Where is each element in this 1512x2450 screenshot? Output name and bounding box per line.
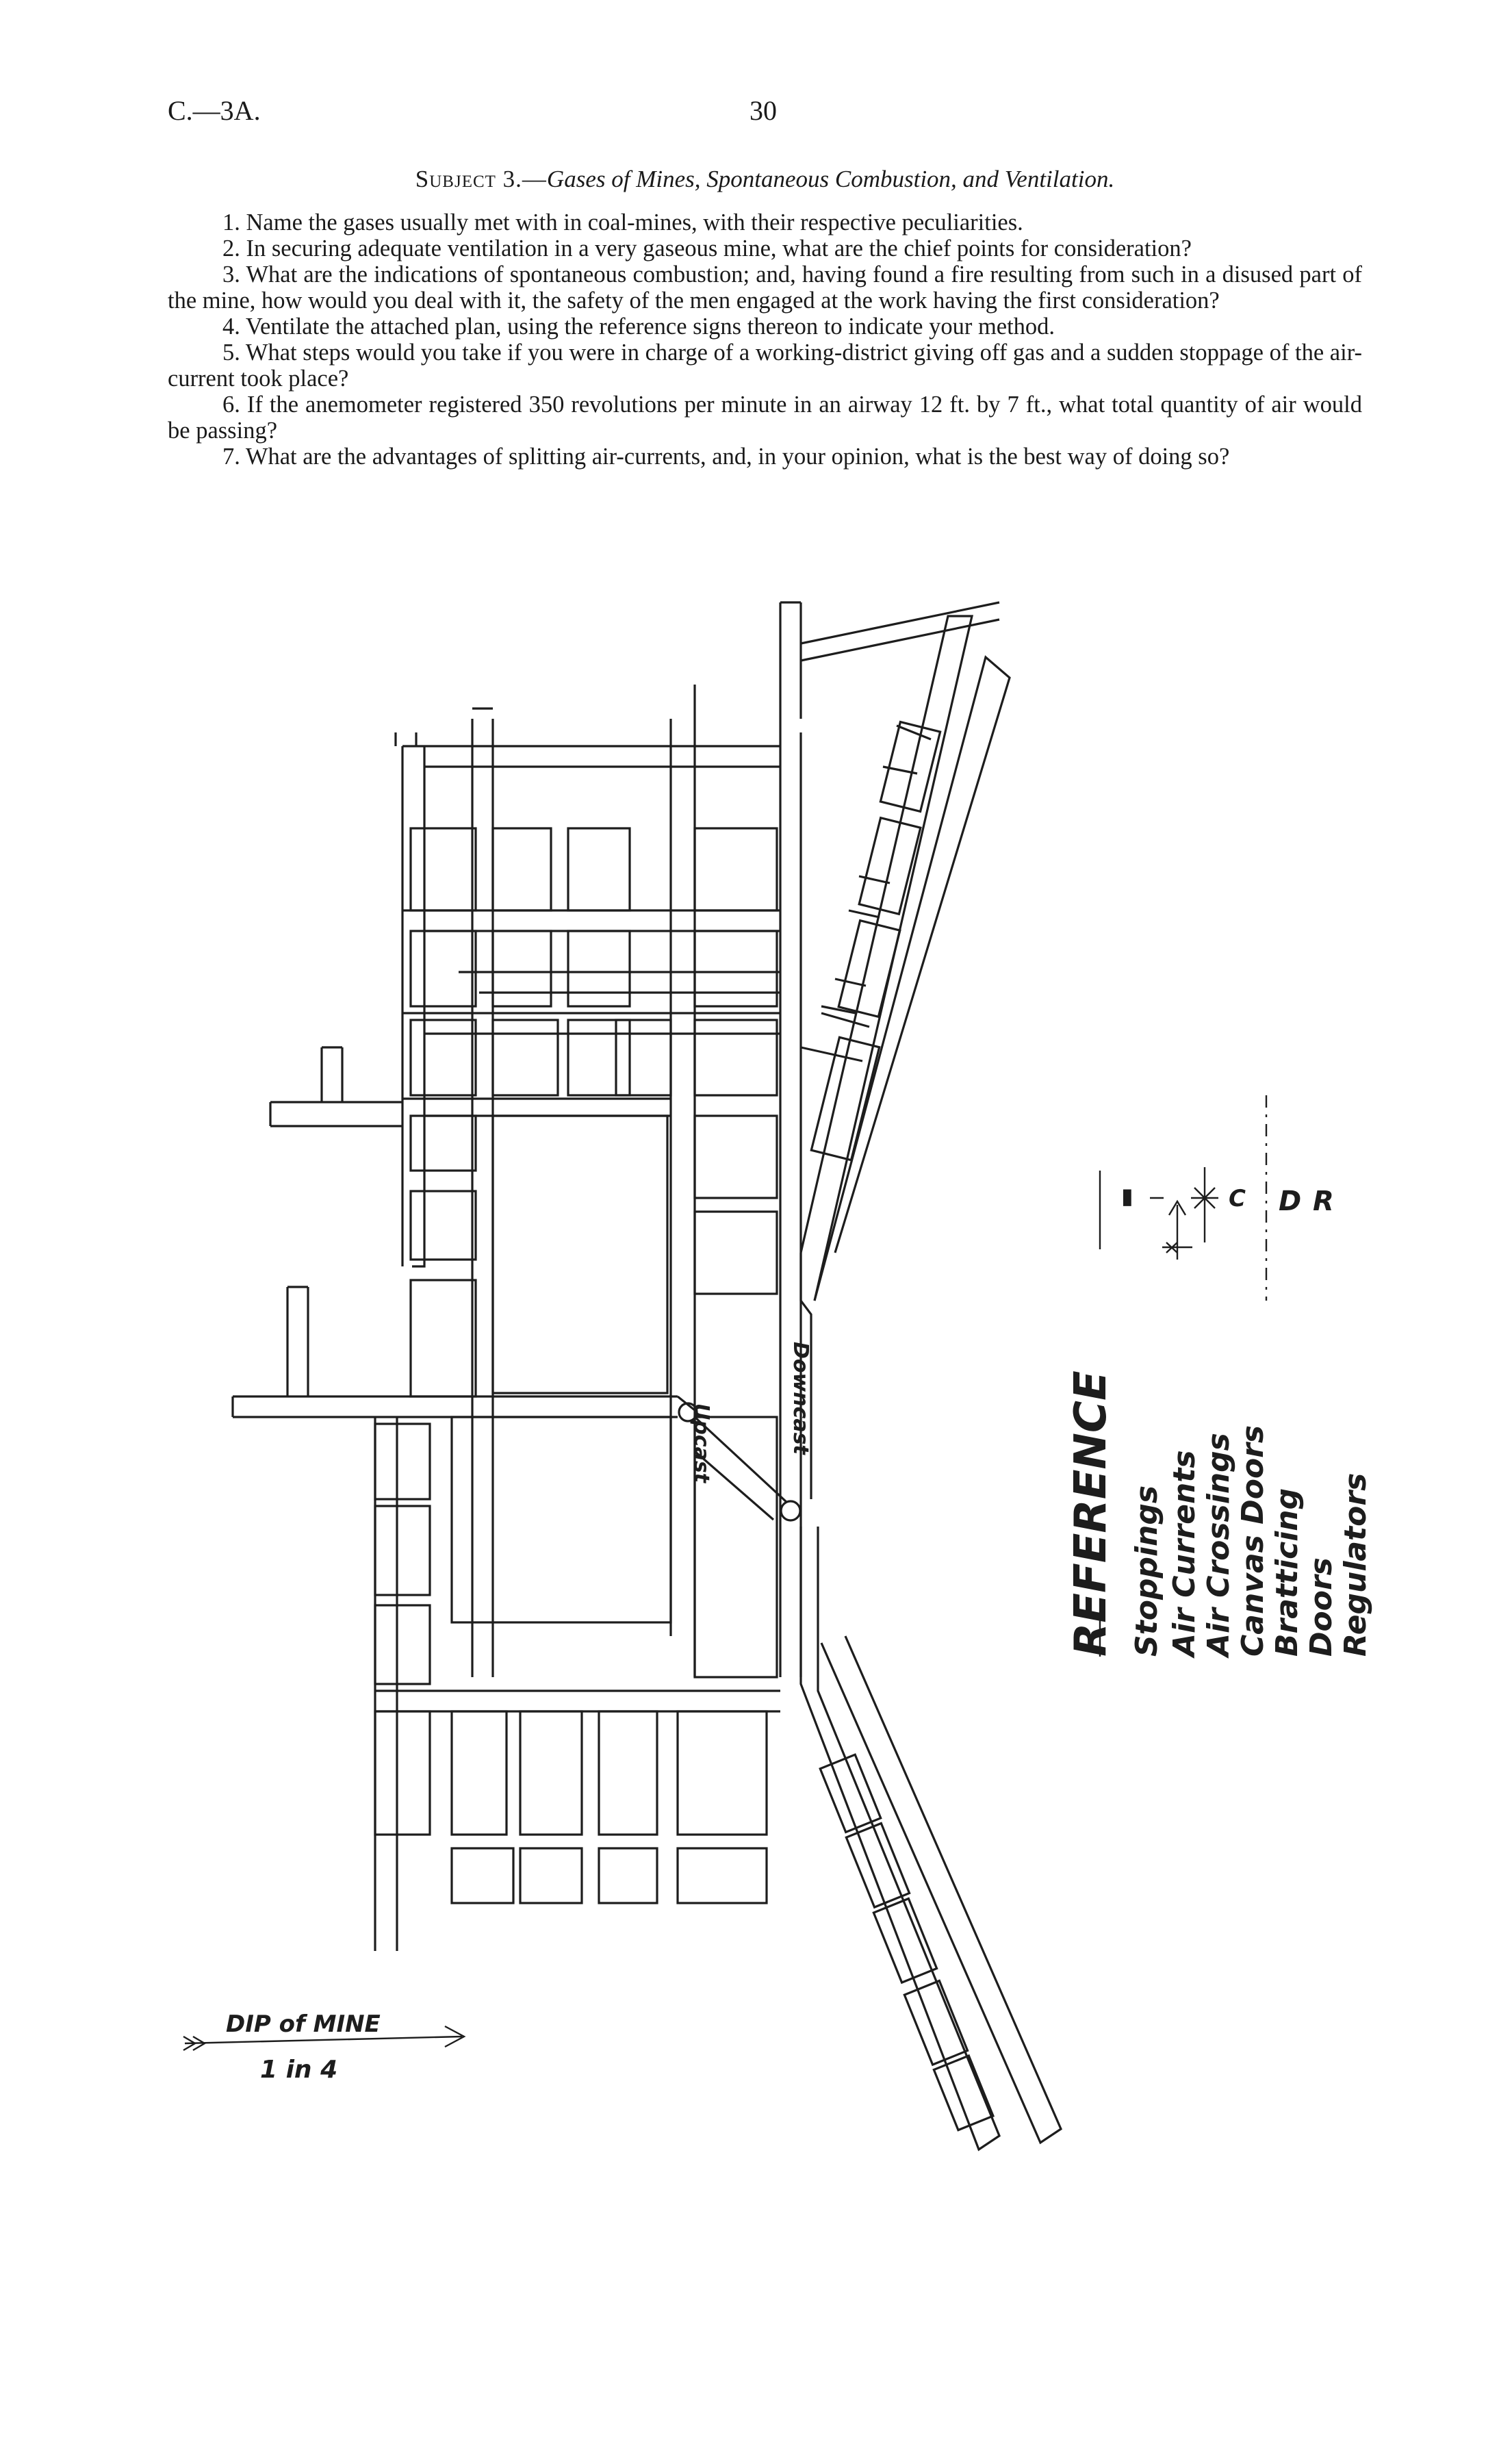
downcast-label: Downcast xyxy=(789,1342,812,1455)
canvas-door-symbol: C xyxy=(1229,1185,1246,1212)
regulator-symbol: R xyxy=(1313,1186,1334,1217)
question-number: 5. xyxy=(222,340,240,366)
question-number: 6. xyxy=(222,392,240,418)
upper-slant-road xyxy=(801,616,1010,1301)
legend-item-bratticing: Bratticing xyxy=(1270,1488,1305,1657)
question-text: What steps would you take if you were in charge of a working-district giving off gas and a sudden stoppage of the air-current took place? xyxy=(168,340,1362,392)
legend-item-regulators: Regulators xyxy=(1338,1472,1373,1657)
question-text: What are the advantages of splitting air-currents, and, in your opinion, what is the best way of doing so? xyxy=(245,444,1230,470)
workings-outline xyxy=(233,602,999,1951)
dip-indicator xyxy=(183,2011,464,2084)
reference-legend xyxy=(1066,1095,1373,1659)
upcast-label-group xyxy=(689,1403,713,1484)
air-current-arrow-symbol xyxy=(1169,1201,1186,1260)
dip-ratio: 1 in 4 xyxy=(260,2056,338,2084)
downcast-shaft xyxy=(781,1501,800,1520)
question-number: 1. xyxy=(222,209,240,235)
legend-item-stoppings: Stoppings xyxy=(1129,1485,1164,1657)
legend-item-air-currents: Air Currents xyxy=(1167,1450,1202,1657)
question-text: What are the indications of spontaneous combustion; and, having found a fire resulting from such in a disused part of the mine, how would you deal with it, the safety of the men engaged at the work having the first consideration? xyxy=(168,261,1362,314)
door-symbol: D xyxy=(1279,1186,1302,1217)
question-text: If the anemometer registered 350 revolutions per minute in an airway 12 ft. by 7 ft., what total quantity of air would be passing? xyxy=(168,392,1362,444)
question-number: 7. xyxy=(222,444,240,470)
pillars xyxy=(375,828,777,1903)
question-number: 4. xyxy=(222,314,240,340)
subject-topic: Gases of Mines, Spontaneous Combustion, and Ventilation. xyxy=(546,166,1115,192)
legend-item-air-crossings: Air Crossings xyxy=(1201,1433,1236,1657)
stopping-symbol: ▮ xyxy=(1121,1183,1133,1209)
question-text: Ventilate the attached plan, using the reference signs thereon to indicate your method. xyxy=(245,314,1055,340)
question-text: In securing adequate ventilation in a very gaseous mine, what are the chief points for consideration? xyxy=(246,235,1192,261)
legend-item-doors: Doors xyxy=(1304,1557,1339,1657)
reference-title: REFERENCE xyxy=(1066,1370,1116,1657)
question-text: Name the gases usually met with in coal-mines, with their respective peculiarities. xyxy=(246,209,1023,235)
dip-label: DIP of MINE xyxy=(226,2011,381,2038)
question-number: 3. xyxy=(222,261,240,288)
lower-slant-road xyxy=(801,1527,1061,2149)
legend-item-canvas-doors: Canvas Doors xyxy=(1235,1425,1270,1657)
upcast-label: Upcast xyxy=(689,1403,713,1483)
air-crossing-symbol xyxy=(1191,1167,1218,1242)
subject-lead: Subject 3.— xyxy=(415,166,547,192)
question-number: 2. xyxy=(222,235,240,261)
downcast-label-group xyxy=(789,1342,812,1455)
page-number: 30 xyxy=(749,95,777,126)
document-code: C.—3A. xyxy=(168,95,261,126)
